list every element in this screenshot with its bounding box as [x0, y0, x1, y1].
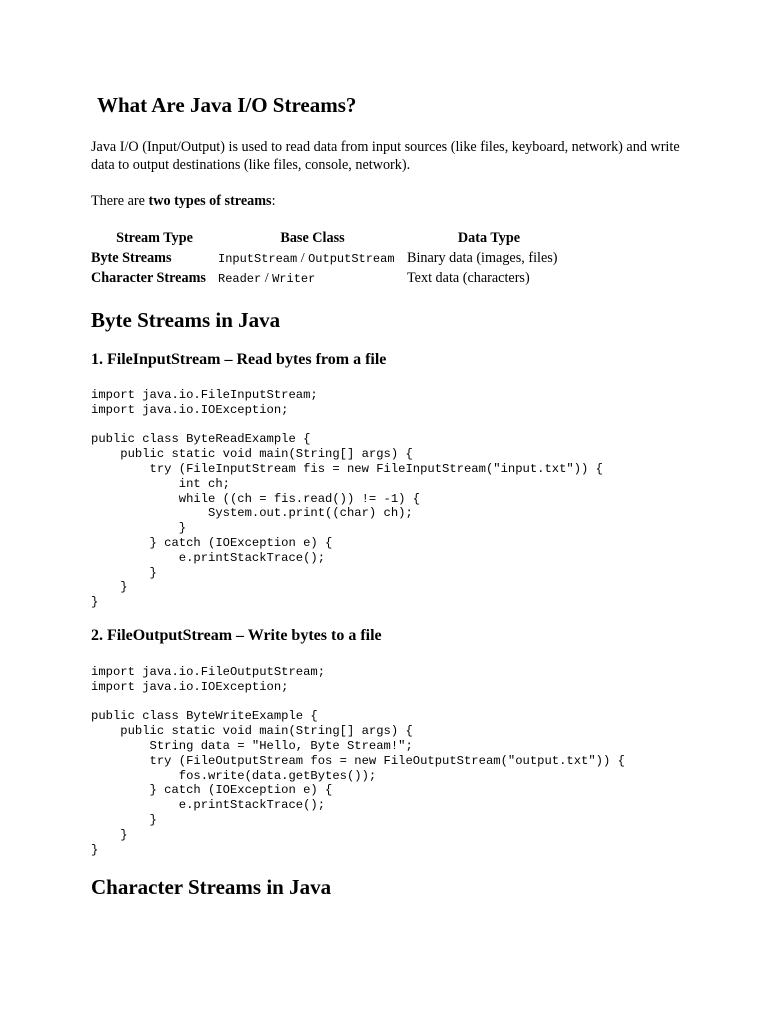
subheading-file-output-stream: 2. FileOutputStream – Write bytes to a file [91, 627, 382, 644]
page-title: What Are Java I/O Streams? [97, 93, 357, 117]
class-sep: / [297, 250, 309, 266]
class-sep: / [261, 270, 273, 286]
stream-types-line [91, 192, 276, 210]
types-prefix: There are [91, 193, 149, 209]
table-row [91, 248, 571, 268]
row-stream-type: Character Streams [91, 269, 206, 286]
row-data-type: Text data (characters) [407, 269, 530, 286]
table-row [91, 268, 571, 288]
section-heading-byte-streams: Byte Streams in Java [91, 308, 281, 332]
section-heading-character-streams: Character Streams in Java [91, 875, 332, 899]
types-bold: two types of streams [148, 193, 272, 209]
table-header-row [91, 228, 571, 248]
row-data-type: Binary data (images, files) [407, 249, 558, 266]
class-a: InputStream [218, 251, 298, 266]
class-b: Writer [272, 271, 316, 286]
code-block-write-example: import java.io.FileOutputStream; import java.io.IOException; public class ByteWriteExample { public static void main(String[] args) { String data = "Hello, Byte Stream!"; try (FileOutputStream fos = new FileOutputStream("output.txt")) { fos.write(data.getBytes()); } catch (IOException e) { e.printStackTrace(); } } } [91, 665, 625, 857]
intro-paragraph: Java I/O (Input/Output) is used to read data from input sources (like files, keyboard, network) and write data to output destinations (like files, console, network). [91, 139, 680, 173]
subheading-file-input-stream: 1. FileInputStream – Read bytes from a file [91, 351, 387, 368]
row-stream-type: Byte Streams [91, 249, 172, 266]
header-base-class: Base Class [280, 229, 345, 246]
header-data-type: Data Type [457, 229, 521, 246]
types-suffix: : [271, 193, 276, 209]
code-block-read-example: import java.io.FileInputStream; import java.io.IOException; public class ByteReadExample { public static void main(String[] args) { try (FileInputStream fis = new FileInputStream("input.txt")) { int ch; while ((ch = fis.read()) != -1) { System.out.print((char) ch); } } catch (IOException e) { e.printStackTrace(); } } } [91, 388, 603, 610]
header-stream-type: Stream Type [116, 229, 193, 246]
class-a: Reader [218, 271, 262, 286]
row-base-class [218, 248, 407, 268]
row-base-class [218, 268, 407, 288]
stream-types-table [91, 228, 571, 288]
class-b: OutputStream [308, 251, 395, 266]
